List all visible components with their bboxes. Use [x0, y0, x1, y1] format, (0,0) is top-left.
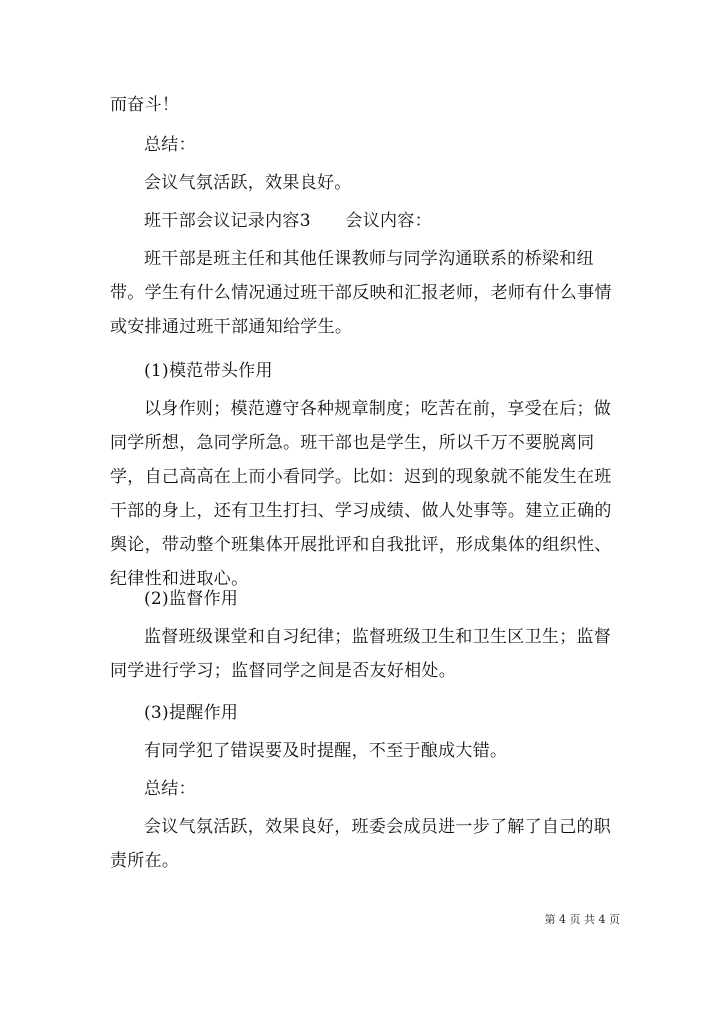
paragraph-continuation: 而奋斗！ [110, 95, 180, 115]
role-paragraph-2: 监督班级课堂和自习纪律；监督班级卫生和卫生区卫生；监督同学进行学习；监督同学之间是否友好相处。 [110, 627, 612, 681]
page-number: 第 4 页 共 4 页 [544, 913, 620, 926]
summary-text-2: 会议气氛活跃，效果良好，班委会成员进一步了解了自己的职责所在。 [110, 817, 612, 871]
role-heading-3: (3)提醒作用 [144, 703, 239, 723]
role-heading-2: (2)监督作用 [144, 589, 239, 609]
summary-text: 会议气氛活跃，效果良好。 [144, 173, 352, 193]
intro-paragraph: 班干部是班主任和其他任课教师与同学沟通联系的桥梁和纽带。学生有什么情况通过班干部反映和汇报老师，老师有什么事情或安排通过班干部通知给学生。 [110, 249, 612, 337]
summary-heading-2: 总结： [144, 779, 196, 799]
section-title: 班干部会议记录内容3 会议内容： [144, 211, 432, 231]
role-paragraph-3: 有同学犯了错误要及时提醒，不至于酿成大错。 [144, 741, 508, 761]
summary-heading: 总结： [144, 135, 196, 155]
role-heading-1: (1)模范带头作用 [144, 361, 273, 381]
role-paragraph-1: 以身作则；模范遵守各种规章制度；吃苦在前，享受在后；做同学所想，急同学所急。班干部也是学生，所以千万不要脱离同学，自己高高在上而小看同学。比如：迟到的现象就不能发生在班干部的身上，还有卫生打扫、学习成绩、做人处事等。建立正确的舆论，带动整个班集体开展批评和自我批评，形成集体的组织性、纪律性和进取心。 [110, 399, 612, 589]
